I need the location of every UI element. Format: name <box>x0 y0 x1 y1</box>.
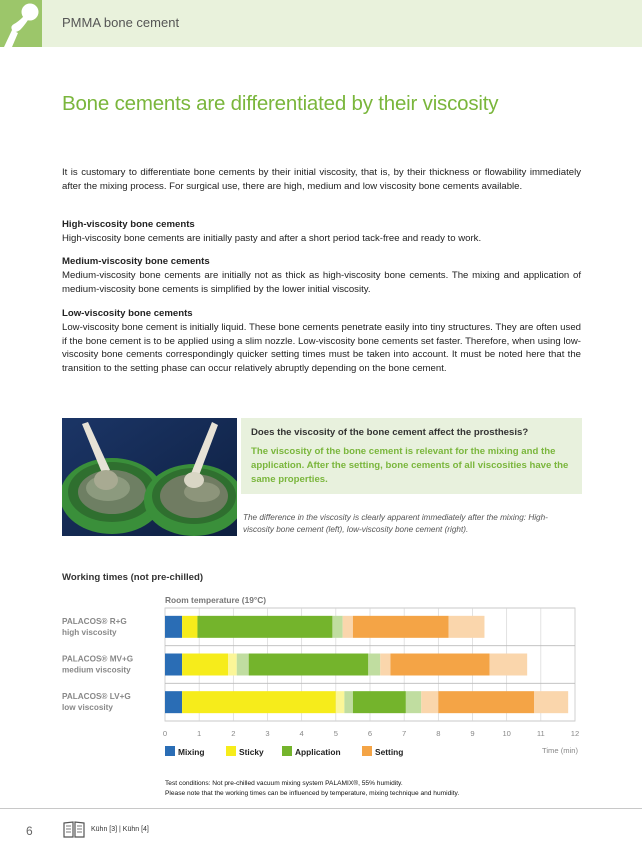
legend-label: Setting <box>375 747 404 757</box>
bar-segment-mixing <box>165 691 182 713</box>
bar-segment-setting <box>343 616 353 638</box>
bar-segment-setting <box>490 654 528 676</box>
x-tick-label: 3 <box>265 729 270 738</box>
legend-label: Sticky <box>239 747 264 757</box>
row-sublabel: medium viscosity <box>62 665 131 675</box>
test-conditions-line2: Please note that the working times can be influenced by temperature, mixing technique and humidity. <box>165 789 460 797</box>
bar-segment-application <box>197 616 332 638</box>
bar-segment-mixing <box>165 616 182 638</box>
high-viscosity-text: High-viscosity bone cements are initially pasty and after a short period tack-free and ready to work. <box>62 233 482 244</box>
bar-segment-sticky <box>228 654 237 676</box>
legend-swatch <box>226 746 236 756</box>
book-icon <box>62 819 86 844</box>
answer-text: The viscosity of the bone cement is relevant for the mixing and the application. After the setting, bone cements of all viscosities have the same properties. <box>251 446 569 486</box>
bar-segment-application <box>406 691 421 713</box>
legend-swatch <box>165 746 175 756</box>
references: Kühn [3] | Kühn [4] <box>91 826 149 833</box>
legend-label: Application <box>295 747 341 757</box>
x-tick-label: 12 <box>570 729 580 738</box>
legend <box>165 746 403 757</box>
bar-segment-sticky <box>182 654 228 676</box>
bar-segment-setting <box>449 616 485 638</box>
x-tick-label: 7 <box>402 729 407 738</box>
low-viscosity-text: Low-viscosity bone cement is initially liquid. These bone cements penetrate easily into tiny structures. They are often used if the bone cement is to be applied using a slim nozzle. Low-viscosity bone cements set faster. Therefore, when using low-viscosity bone cements correspondingly quicker setting times must be taken into account. It must be noted here that the transition to the setting phase can occur relatively abruptly depending on the bone cement. <box>62 322 581 374</box>
x-axis-label: Time (min) <box>542 746 578 755</box>
page-number: 6 <box>26 824 33 838</box>
x-tick-label: 4 <box>299 729 304 738</box>
legend-swatch <box>282 746 292 756</box>
bar-segment-setting <box>534 691 568 713</box>
bar-segment-application <box>368 654 380 676</box>
medium-viscosity-heading: Medium-viscosity bone cements <box>62 256 210 267</box>
tick-labels <box>163 729 579 738</box>
bar-segment-application <box>353 691 406 713</box>
photo-caption: The difference in the viscosity is clearly apparent immediately after the mixing: High-viscosity bone cement (left), low-viscosity bone cement (right). <box>243 513 548 535</box>
x-tick-label: 0 <box>162 729 168 738</box>
test-conditions-line1: Test conditions: Not pre-chilled vacuum mixing system PALAMIX®, 55% humidity. <box>165 780 403 787</box>
page-heading: Bone cements are differentiated by their viscosity <box>62 92 499 115</box>
working-times-chart <box>0 585 642 775</box>
bar-segment-setting <box>438 691 534 713</box>
bar-segment-setting <box>353 616 449 638</box>
test-conditions <box>165 779 585 798</box>
high-viscosity-heading: High-viscosity bone cements <box>62 219 195 230</box>
bars <box>165 616 568 713</box>
medium-viscosity-text: Medium-viscosity bone cements are initially not as thick as high-viscosity bone cements. The mixing and application of medium-viscosity bone cements is simplified by the lower initial viscosity. <box>62 270 581 295</box>
legend-swatch <box>362 746 372 756</box>
bar-segment-sticky <box>182 691 336 713</box>
x-tick-label: 11 <box>536 729 545 738</box>
x-tick-label: 10 <box>502 729 511 738</box>
intro-paragraph: It is customary to differentiate bone cements by their initial viscosity, that is, by their thickness or flowability immediately after the mixing process. For surgical use, there are high, medium and low viscosity bone cements available. <box>62 167 581 192</box>
chart-title: Working times (not pre-chilled) <box>62 572 204 583</box>
bar-segment-application <box>249 654 369 676</box>
chart-subtitle: Room temperature (19°C) <box>165 595 267 605</box>
x-tick-label: 1 <box>197 729 202 738</box>
bar-segment-mixing <box>165 654 182 676</box>
x-tick-label: 8 <box>436 729 441 738</box>
x-tick-label: 2 <box>231 729 236 738</box>
bar-segment-sticky <box>336 691 345 713</box>
bar-segment-setting <box>380 654 390 676</box>
legend-label: Mixing <box>178 747 205 757</box>
row-sublabel: low viscosity <box>62 703 113 713</box>
bone-cement-photo <box>62 418 237 536</box>
section-title: PMMA bone cement <box>62 15 180 30</box>
row-label: PALACOS® MV+G <box>62 654 134 664</box>
row-label: PALACOS® R+G <box>62 616 127 626</box>
bar-segment-sticky <box>182 616 197 638</box>
x-tick-label: 9 <box>470 729 475 738</box>
question-text: Does the viscosity of the bone cement affect the prosthesis? <box>251 427 529 438</box>
bar-segment-application <box>332 616 342 638</box>
row-label: PALACOS® LV+G <box>62 692 131 702</box>
x-tick-label: 6 <box>367 729 373 738</box>
row-labels <box>62 617 133 712</box>
footer-divider <box>0 808 642 809</box>
low-viscosity-heading: Low-viscosity bone cements <box>62 308 193 319</box>
bar-segment-setting <box>421 691 438 713</box>
bar-segment-application <box>344 691 353 713</box>
hip-logo-icon <box>0 0 42 47</box>
bar-segment-setting <box>391 654 490 676</box>
x-tick-label: 5 <box>333 729 338 738</box>
row-sublabel: high viscosity <box>62 627 117 637</box>
bar-segment-application <box>237 654 249 676</box>
